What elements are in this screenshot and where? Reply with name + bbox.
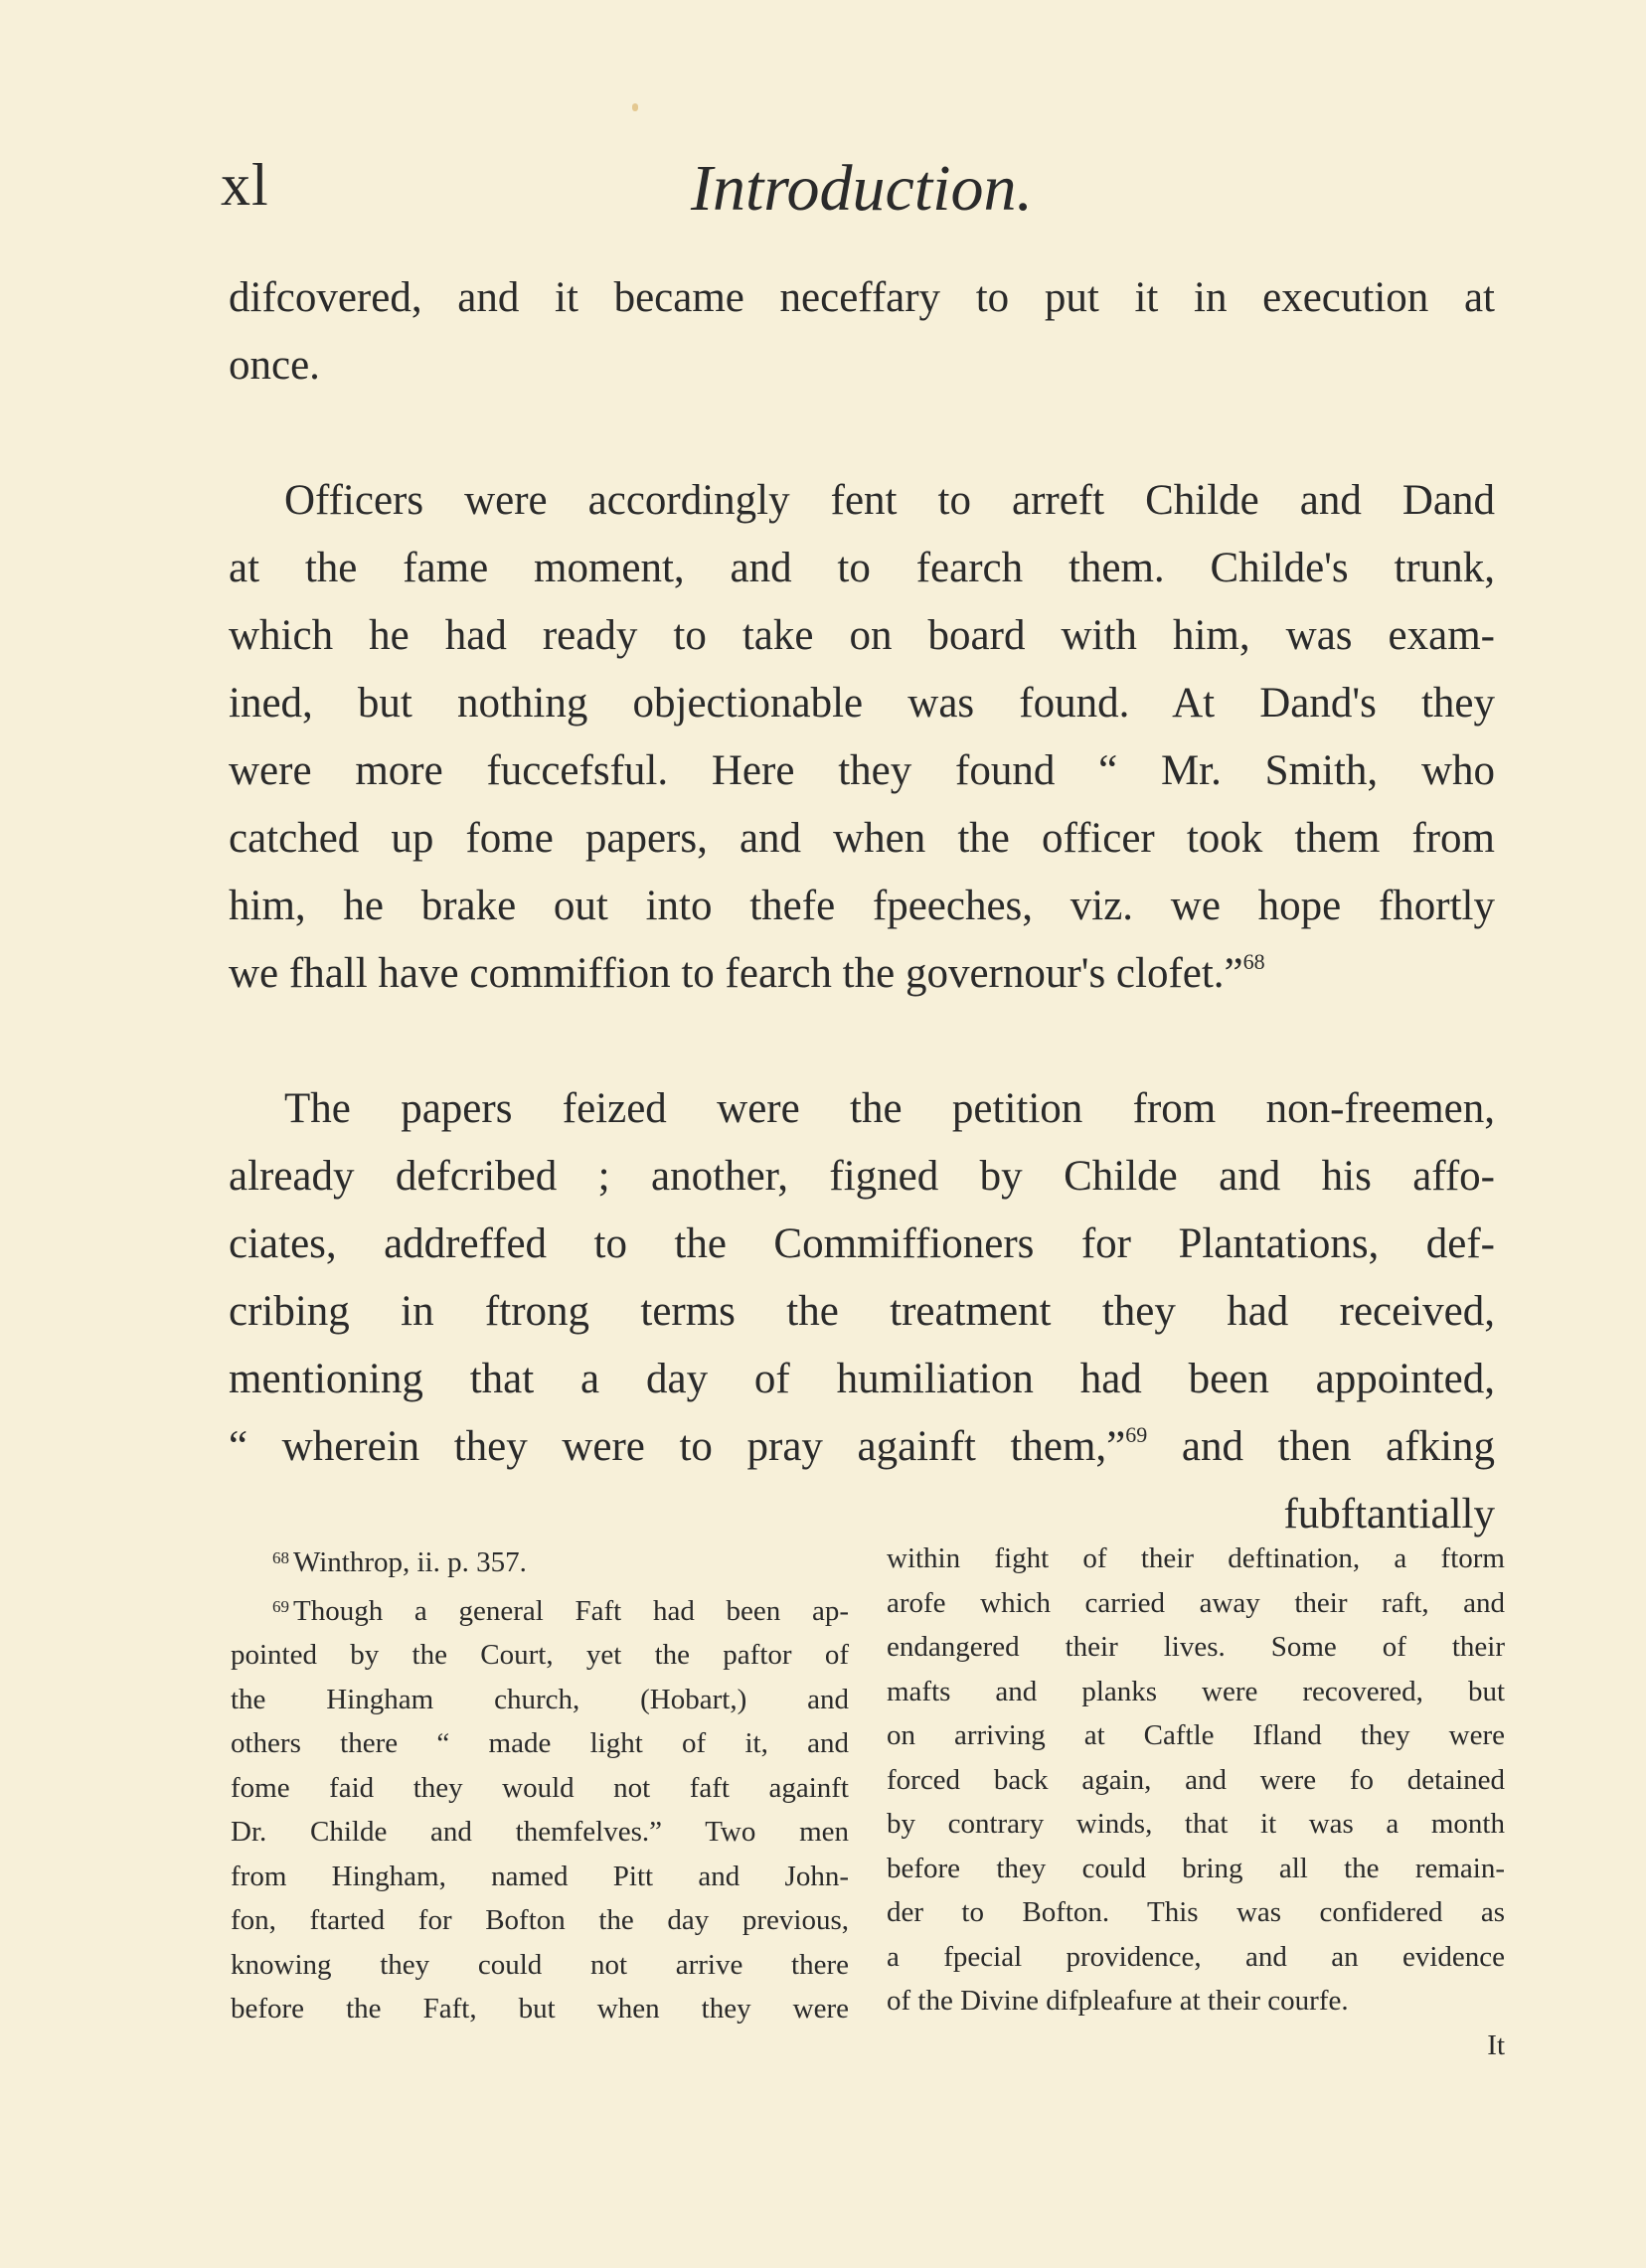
text-line-start: “ wherein they were to pray againft them,” <box>229 1423 1126 1470</box>
running-title: Introduction. <box>690 152 1034 225</box>
footnote-line: of the Divine difpleafure at their courfe. <box>887 1985 1349 2017</box>
footnote-ref-69: 69 <box>1125 1422 1148 1447</box>
footnote-catchword: It <box>1487 2028 1505 2061</box>
page-header <box>221 151 1503 241</box>
footnote-line: Dr. Childe and themfelves.” Two men <box>231 1816 849 1848</box>
text-line: cribing in ftrong terms the treatment they had received, <box>229 1288 1495 1335</box>
footnote-column-left <box>231 1537 849 2031</box>
footnote-line: knowing they could not arrive there <box>231 1948 849 1981</box>
footnote-number: 68 <box>272 1548 289 1567</box>
ink-mark <box>632 103 638 111</box>
footnote-line: fon, ftarted for Bofton the day previous, <box>231 1904 849 1936</box>
footnote-ref-68: 68 <box>1242 949 1265 974</box>
text-line: Officers were accordingly fent to arreft Childe and Dand <box>284 477 1495 524</box>
text-line: which he had ready to take on board with him, was exam- <box>229 612 1495 659</box>
text-line-content: we fhall have commiffion to fearch the governour's clofet.” <box>229 950 1243 997</box>
footnote-line: fome faid they would not faft againft <box>231 1771 849 1804</box>
footnote-line: on arriving at Caftle Ifland they were <box>887 1719 1505 1751</box>
text-line: were more fuccefsful. Here they found “ Mr. Smith, who <box>229 747 1495 794</box>
footnote-line: a fpecial providence, and an evidence <box>887 1940 1505 1973</box>
footnote-line: arofe which carried away their raft, and <box>887 1586 1505 1619</box>
footnote-line: endangered their lives. Some of their <box>887 1631 1505 1663</box>
text-line: already defcribed ; another, figned by Childe and his affo- <box>229 1153 1495 1200</box>
text-line: him, he brake out into thefe fpeeches, viz. we hope fhortly <box>229 883 1495 929</box>
footnote-line: pointed by the Court, yet the paftor of <box>231 1639 849 1671</box>
paragraph-3 <box>229 1075 1495 1548</box>
footnote-68 <box>231 1537 849 1585</box>
footnote-line: by contrary winds, that it was a month <box>887 1808 1505 1840</box>
footnote-line: others there “ made light of it, and <box>231 1727 849 1759</box>
paragraph-1 <box>229 264 1495 400</box>
text-line <box>229 1413 1495 1481</box>
page-number: xl <box>221 152 269 218</box>
footnote-line: before the Faft, but when they were <box>231 1993 849 2025</box>
footnote-text: Though a general Faft had been ap- <box>293 1594 849 1627</box>
text-line: at the fame moment, and to fearch them. Childe's trunk, <box>229 545 1495 591</box>
footnote-line: from Hingham, named Pitt and John- <box>231 1860 849 1892</box>
footnote-line: before they could bring all the remain- <box>887 1852 1505 1884</box>
text-line: difcovered, and it became neceffary to put it in execution at <box>229 274 1495 321</box>
footnote-line: der to Bofton. This was confidered as <box>887 1896 1505 1928</box>
catchword: fubftantially <box>1283 1491 1495 1538</box>
footnote-number: 69 <box>272 1596 289 1616</box>
footnote-line: forced back again, and were fo detained <box>887 1763 1505 1796</box>
text-line: mentioning that a day of humiliation had been appointed, <box>229 1356 1495 1402</box>
footnote-69-line <box>231 1585 849 1634</box>
paragraph-2 <box>229 467 1495 1008</box>
text-line: ined, but nothing objectionable was found. At Dand's they <box>229 680 1495 727</box>
footnote-line: the Hingham church, (Hobart,) and <box>231 1683 849 1715</box>
footnote-text: Winthrop, ii. p. 357. <box>293 1546 527 1578</box>
text-line-end: and then afking <box>1147 1423 1495 1470</box>
main-text <box>229 264 1495 1616</box>
footnote-column-right <box>887 1537 1505 2067</box>
footnote-line: within fight of their deftination, a ftorm <box>887 1542 1505 1574</box>
text-line: catched up fome papers, and when the officer took them from <box>229 815 1495 862</box>
footnote-line: mafts and planks were recovered, but <box>887 1675 1505 1707</box>
text-line: once. <box>229 342 320 389</box>
text-line: The papers feized were the petition from non-freemen, <box>284 1085 1495 1132</box>
text-line: ciates, addreffed to the Commiffioners for Plantations, def- <box>229 1220 1495 1267</box>
text-line <box>229 940 1495 1008</box>
